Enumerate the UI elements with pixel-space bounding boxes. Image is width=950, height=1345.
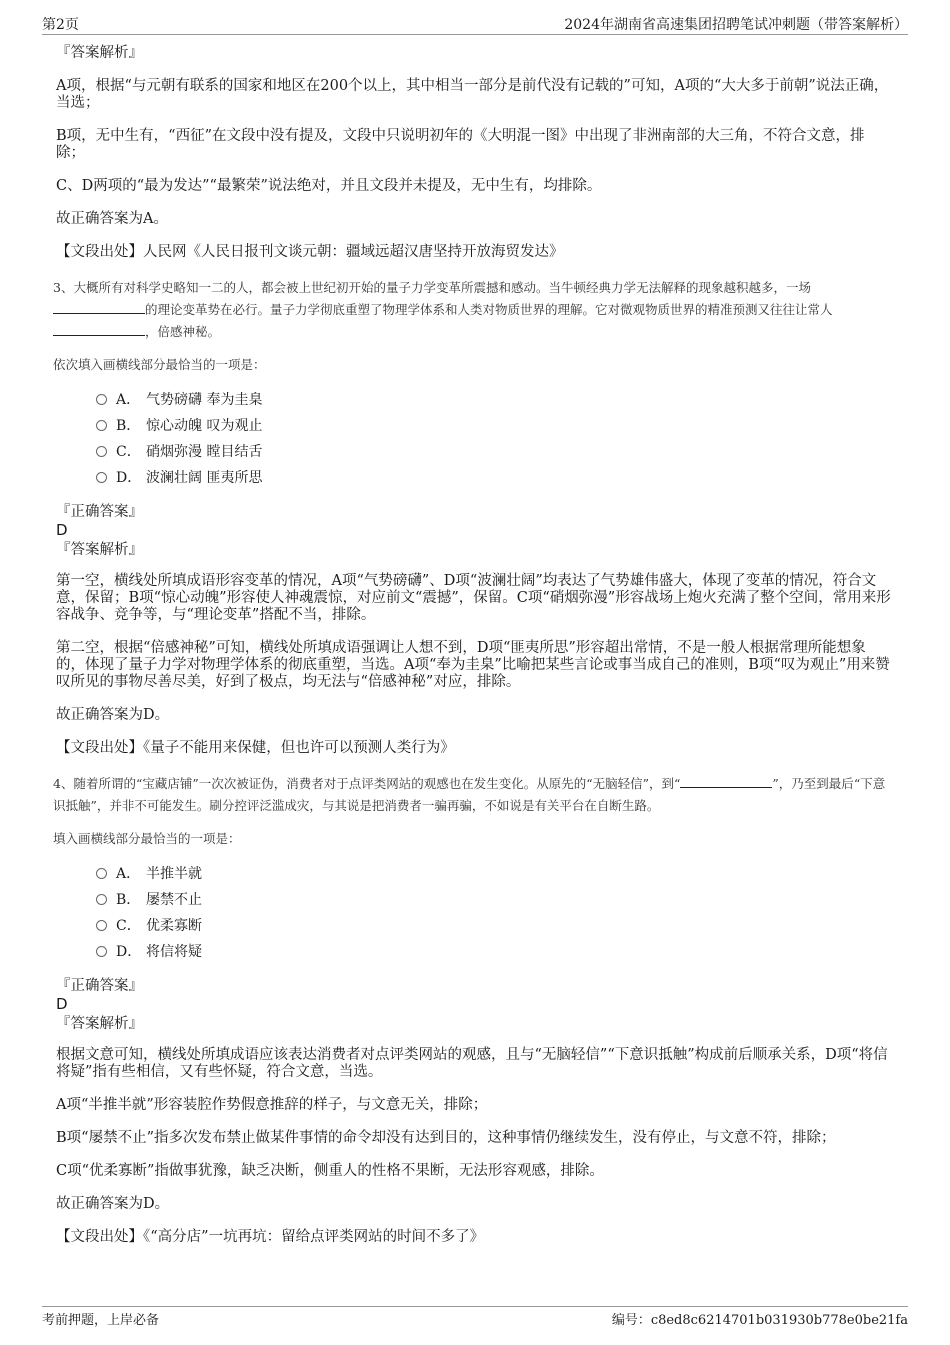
q3-analysis-p1: 第一空，横线处所填成语形容变革的情况，A项“气势磅礴”、D项“波澜壮阔”均表达了气势雄伟盛大，体现了变革的情况，符合文意，保留；B项“惊心动魄”形容使人神魂震惊，对应前文“震撼”，保留。C项“硝烟弥漫”形容战场上炮火充满了整个空间，常用来形容战争、竞争等，与“理论变革”搭配不当，排除。 [56, 573, 891, 623]
q4-stem-part-b: ”，乃至到最后“下意识抵触”，并非不可能发生。刷分控评泛滥成灾，与其说是把消费者一骗再骗，不如说是有关平台在自断生路。 [53, 776, 886, 813]
q3-analysis-p2: 第二空，根据“倍感神秘”可知，横线处所填成语强调让人想不到，D项“匪夷所思”形容超出常情，不是一般人根据常理所能想象的，体现了量子力学对物理学体系的彻底重塑，当选。A项“奉为圭臬”比喻把某些言论或事当成自己的准则，B项“叹为观止”用来赞叹所见的事物尽善尽美，好到了极点，均无法与“倍感神秘”对应，排除。 [56, 640, 890, 690]
q3-correct-label: 『正确答案』 [56, 504, 143, 520]
q4-stem-part-a: 4、随着所谓的“宝藏店铺”一次次被证伪，消费者对于点评类网站的观感也在发生变化。从原先的“无脑轻信”，到“ [53, 776, 681, 791]
q4-analysis-p4: C项“优柔寡断”指做事犹豫，缺乏决断，侧重人的性格不果断，无法形容观感，排除。 [56, 1163, 604, 1179]
q3-correct-answer: D [56, 521, 68, 539]
q3-stem-part-b: 的理论变革势在必行。量子力学彻底重塑了物理学体系和人类对物质世界的理解。它对微观物质世界的精准预测又往往让常人 [145, 302, 833, 317]
q3-option-b[interactable]: B． 惊心动魄 叹为观止 [96, 413, 892, 439]
q4-stem [53, 773, 892, 817]
radio-icon[interactable] [96, 894, 107, 905]
page-number: 第2页 [42, 17, 79, 33]
q3-option-d[interactable]: D． 波澜壮阔 匪夷所思 [96, 465, 892, 491]
document-title: 2024年湖南省高速集团招聘笔试冲刺题（带答案解析） [564, 17, 908, 33]
q3-conclusion: 故正确答案为D。 [56, 707, 170, 723]
q4-analysis-label: 『答案解析』 [56, 1016, 143, 1032]
q4-source: 【文段出处】《“高分店”一坑再坑：留给点评类网站的时间不多了》 [56, 1229, 485, 1245]
q2-analysis-p2: B项，无中生有，“西征”在文段中没有提及，文段中只说明初年的《大明混一图》中出现了非洲南部的大三角，不符合文意，排除； [56, 128, 865, 161]
q4-option-b[interactable]: B． 屡禁不止 [96, 887, 892, 913]
footer-divider [42, 1306, 908, 1307]
q3-options [96, 387, 892, 491]
q2-conclusion: 故正确答案为A。 [56, 211, 168, 227]
q4-option-c[interactable]: C． 优柔寡断 [96, 913, 892, 939]
q2-analysis-p1: A项，根据“与元朝有联系的国家和地区在200个以上，其中相当一部分是前代没有记载的”可知，A项的“大大多于前朝”说法正确，当选； [56, 78, 889, 111]
q4-blank [680, 775, 772, 788]
radio-icon[interactable] [96, 868, 107, 879]
q4-analysis-p3: B项“屡禁不止”指多次发布禁止做某件事情的命令却没有达到目的，这种事情仍继续发生，没有停止，与文意不符，排除； [56, 1130, 836, 1146]
radio-icon[interactable] [96, 946, 107, 957]
q3-option-c[interactable]: C． 硝烟弥漫 瞠目结舌 [96, 439, 892, 465]
q3-stem [53, 277, 892, 343]
q4-correct-label: 『正确答案』 [56, 978, 143, 994]
footer-slogan: 考前押题，上岸必备 [42, 1313, 160, 1328]
page-footer [42, 1309, 908, 1327]
q4-analysis-p2: A项“半推半就”形容装腔作势假意推辞的样子，与文意无关，排除； [56, 1097, 488, 1113]
q3-analysis-label: 『答案解析』 [56, 542, 143, 558]
q3-blank-2 [53, 323, 145, 336]
q4-prompt: 填入画横线部分最恰当的一项是： [53, 831, 241, 846]
radio-icon[interactable] [96, 446, 107, 457]
header-divider [42, 34, 908, 35]
q2-source: 【文段出处】人民网《人民日报刊文谈元朝：疆域远超汉唐坚持开放海贸发达》 [56, 244, 564, 260]
q3-prompt: 依次填入画横线部分最恰当的一项是： [53, 357, 266, 372]
radio-icon[interactable] [96, 420, 107, 431]
q4-correct-answer: D [56, 995, 68, 1013]
q4-analysis-p1: 根据文意可知，横线处所填成语应该表达消费者对点评类网站的观感，且与“无脑轻信”“下意识抵触”构成前后顺承关系，D项“将信将疑”指有些相信，又有些怀疑，符合文意，当选。 [56, 1047, 888, 1080]
q3-option-a[interactable]: A． 气势磅礴 奉为圭臬 [96, 387, 892, 413]
q3-stem-part-a: 3、大概所有对科学史略知一二的人，都会被上世纪初开始的量子力学变革所震撼和感动。当牛顿经典力学无法解释的现象越积越多，一场 [53, 280, 811, 295]
q4-options [96, 861, 892, 965]
radio-icon[interactable] [96, 472, 107, 483]
q3-source: 【文段出处】《量子不能用来保健，但也许可以预测人类行为》 [56, 740, 455, 756]
page-content [53, 44, 892, 1262]
radio-icon[interactable] [96, 394, 107, 405]
page-header [42, 14, 908, 34]
q4-option-a[interactable]: A． 半推半就 [96, 861, 892, 887]
radio-icon[interactable] [96, 920, 107, 931]
q3-blank-1 [53, 301, 145, 314]
q4-option-d[interactable]: D． 将信将疑 [96, 939, 892, 965]
q2-analysis-p3: C、D两项的“最为发达”“最繁荣”说法绝对，并且文段并未提及，无中生有，均排除。 [56, 178, 602, 194]
q2-analysis-label: 『答案解析』 [56, 45, 143, 61]
document-code: 编号：c8ed8c6214701b031930b778e0be21fa [611, 1313, 908, 1328]
q4-conclusion: 故正确答案为D。 [56, 1196, 170, 1212]
q3-stem-part-c: ，倍感神秘。 [145, 324, 221, 339]
